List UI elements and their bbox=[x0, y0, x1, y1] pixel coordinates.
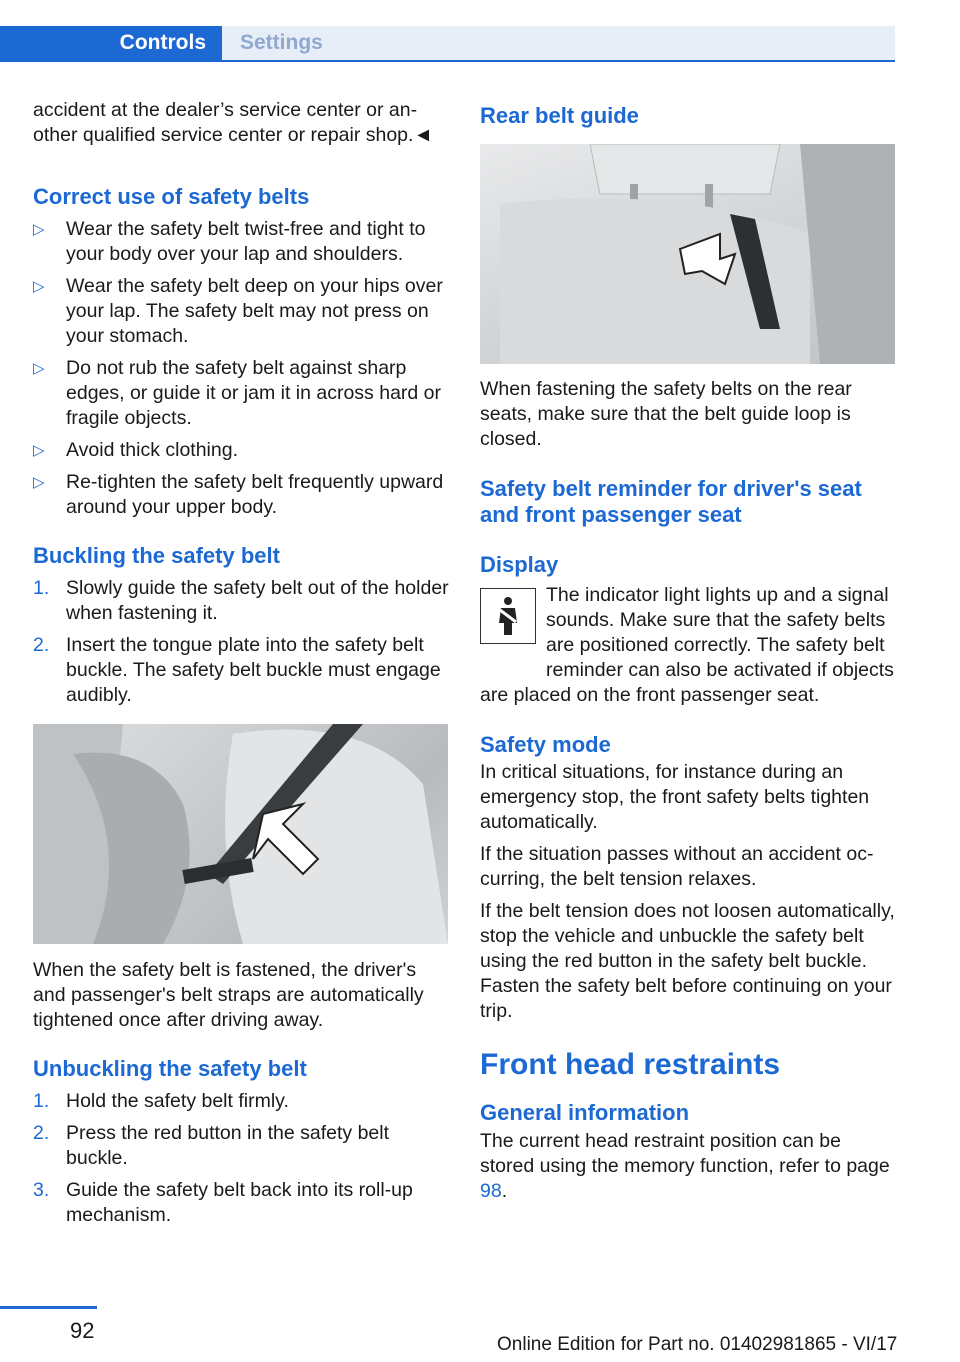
tab-settings[interactable]: Settings bbox=[222, 26, 895, 60]
safety-mode-p2: If the situation passes without an accident occurring, the belt tension relaxes. bbox=[480, 843, 874, 890]
safety-mode-heading: Safety mode bbox=[480, 732, 611, 757]
seatbelt-warning-icon bbox=[480, 588, 536, 644]
triangle-bullet-icon: ▷ bbox=[33, 474, 45, 491]
correct-use-list bbox=[33, 217, 453, 520]
triangle-bullet-icon: ▷ bbox=[33, 221, 45, 238]
list-item: 3. Guide the safety belt back into its roll-up mechanism. bbox=[33, 1179, 413, 1226]
right-column bbox=[480, 98, 900, 1204]
rear-guide-heading: Rear belt guide bbox=[480, 103, 639, 128]
reminder-heading: Safety belt reminder for driver's seat and front passenger seat bbox=[480, 476, 862, 527]
list-item: 2. Press the red button in the safety belt buckle. bbox=[33, 1122, 390, 1169]
header-divider bbox=[0, 60, 895, 62]
buckling-heading: Buckling the safety belt bbox=[33, 543, 280, 568]
list-item: ▷ Wear the safety belt deep on your hips over your lap. The safety belt may not press on your stomach. bbox=[33, 275, 443, 347]
unbuckling-heading: Unbuckling the safety belt bbox=[33, 1056, 307, 1081]
list-item: 2. Insert the tongue plate into the safety belt buckle. The safety belt buckle must engage audibly. bbox=[33, 634, 441, 706]
triangle-bullet-icon: ▷ bbox=[33, 278, 45, 295]
left-column bbox=[33, 98, 453, 1228]
footer-divider bbox=[0, 1306, 97, 1309]
head-restraints-text: The current head restraint position can be stored using the memory function, refer to page 98. bbox=[480, 1130, 890, 1202]
buckling-steps bbox=[33, 576, 453, 708]
display-section bbox=[480, 583, 900, 708]
header-tabs bbox=[0, 26, 895, 60]
intro-text: accident at the dealer’s service center or another qualified service center or repair shop.◄ bbox=[33, 99, 433, 146]
rear-seat-illustration bbox=[480, 144, 895, 364]
list-item: 1. Slowly guide the safety belt out of the holder when fastening it. bbox=[33, 577, 449, 624]
list-item: 1. Hold the safety belt firmly. bbox=[33, 1090, 289, 1112]
list-item: ▷ Avoid thick clothing. bbox=[33, 439, 238, 461]
seat-illustration bbox=[33, 724, 448, 944]
display-text: The indicator light lights up and a signal sounds. Make sure that the safety belts are positioned correctly. The safety belt reminder can also be activated if objects are placed on the front passenger seat. bbox=[480, 584, 894, 706]
head-restraints-heading: Front head restraints bbox=[480, 1048, 781, 1081]
list-item: ▷ Do not rub the safety belt against sharp edges, or guide it or jam it in across hard or fragile objects. bbox=[33, 357, 442, 429]
buckling-caption: When the safety belt is fastened, the driver's and passenger's belt straps are automatically tightened once after driving away. bbox=[33, 959, 424, 1031]
general-info-heading: General information bbox=[480, 1100, 690, 1125]
safety-mode-p3: If the belt tension does not loosen automatically, stop the vehicle and unbuckle the safety belt using the red button in the safety belt buckle. Fasten the safety belt before continuing on your trip. bbox=[480, 900, 895, 1022]
triangle-bullet-icon: ▷ bbox=[33, 442, 45, 459]
page-number: 92 bbox=[70, 1318, 95, 1343]
belt-fastened-image bbox=[33, 724, 448, 944]
rear-belt-guide-image bbox=[480, 144, 895, 364]
list-item: ▷ Wear the safety belt twist-free and tight to your body over your lap and shoulders. bbox=[33, 218, 426, 265]
tab-controls[interactable]: Controls bbox=[0, 26, 222, 60]
safety-mode-p1: In critical situations, for instance during an emergency stop, the front safety belts tighten automatically. bbox=[480, 761, 870, 833]
rear-guide-caption: When fastening the safety belts on the rear seats, make sure that the belt guide loop is closed. bbox=[480, 378, 852, 450]
page-link[interactable]: 98 bbox=[480, 1180, 502, 1202]
edition-note: Online Edition for Part no. 01402981865 - VI/17 bbox=[497, 1334, 898, 1355]
unbuckling-steps bbox=[33, 1089, 453, 1228]
triangle-bullet-icon: ▷ bbox=[33, 360, 45, 377]
correct-use-heading: Correct use of safety belts bbox=[33, 184, 310, 209]
display-subheading: Display bbox=[480, 552, 559, 577]
list-item: ▷ Re-tighten the safety belt frequently upward around your upper body. bbox=[33, 471, 444, 518]
